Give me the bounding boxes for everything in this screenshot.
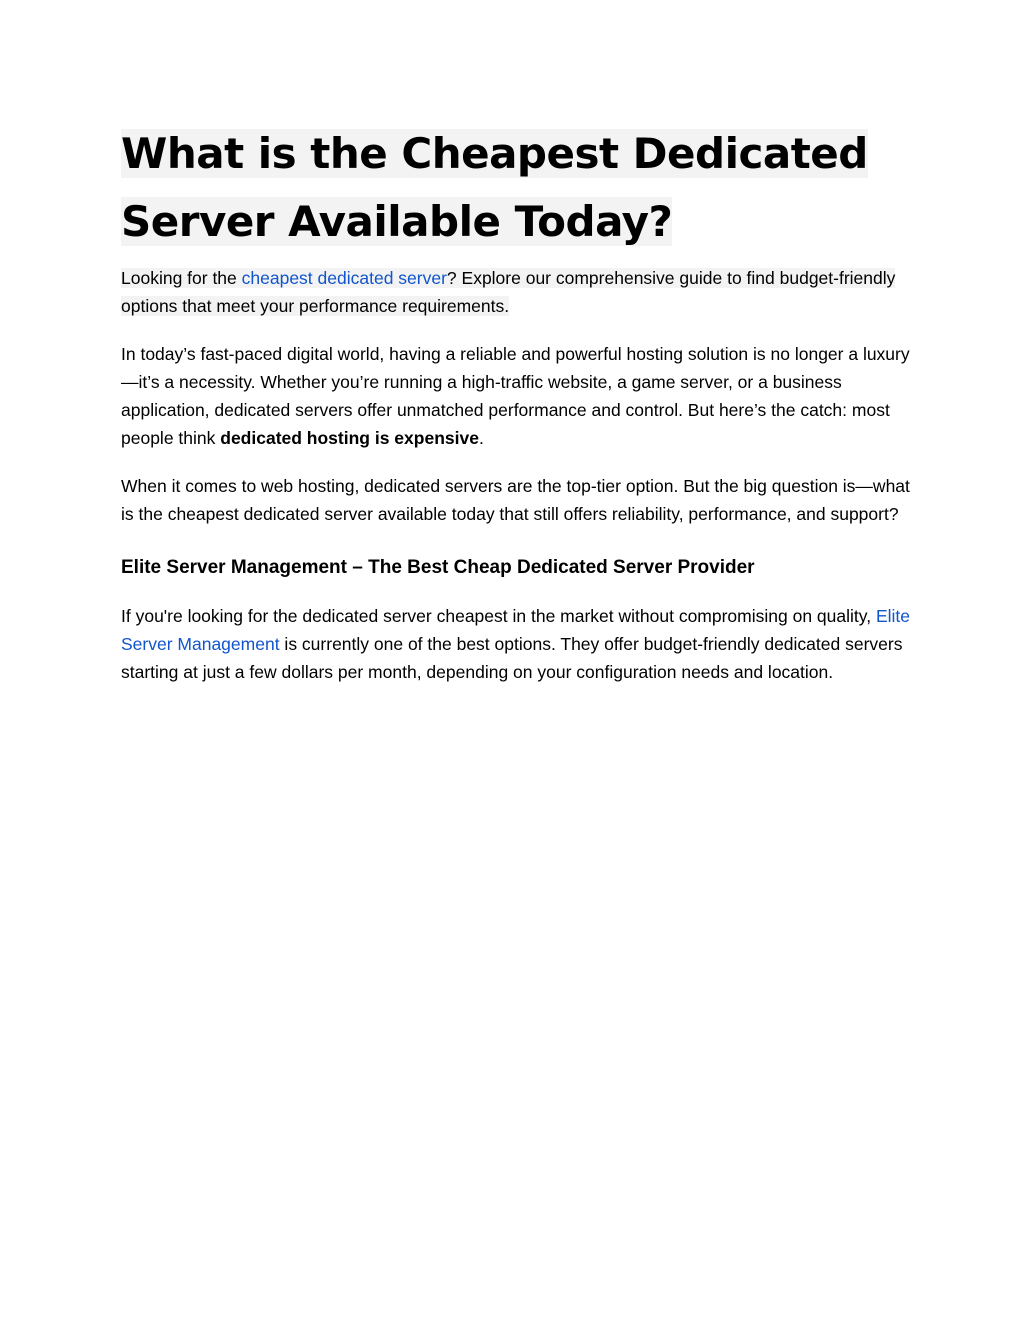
page-title — [121, 120, 911, 256]
section-heading: Elite Server Management – The Best Cheap Dedicated Server Provider — [121, 557, 755, 578]
intro-text-after-link: ? Explore our comprehensive guide to find budget-friendly options that meet your performance requirements. — [121, 268, 896, 316]
body-paragraph-2: When it comes to web hosting, dedicated servers are the top-tier option. But the big question is—what is the cheapest dedicated server available today that still offers reliability, performance, and support? — [121, 476, 910, 524]
document-page — [121, 120, 911, 686]
intro-text-before-link: Looking for the — [121, 268, 242, 288]
elite-server-management-link[interactable]: Elite Server Management — [121, 606, 910, 654]
paragraph-3-text-before-link: If you're looking for the dedicated server cheapest in the market without compromising on quality, — [121, 606, 876, 626]
paragraph-3-text-after-link: is currently one of the best options. They offer budget-friendly dedicated servers starting at just a few dollars per month, depending on your configuration needs and location. — [121, 634, 903, 682]
intro-paragraph — [121, 264, 911, 320]
paragraph-1-bold-text: dedicated hosting is expensive — [220, 428, 479, 448]
body-paragraph-3 — [121, 602, 911, 686]
body-paragraph-1 — [121, 340, 911, 452]
title-line-1: What is the Cheapest Dedicated — [121, 129, 868, 178]
title-line-2: Server Available Today? — [121, 197, 673, 246]
intro-highlight — [121, 268, 895, 316]
cheapest-dedicated-server-link[interactable]: cheapest dedicated server — [241, 268, 447, 288]
paragraph-1-end: . — [478, 428, 484, 448]
paragraph-1-text: In today’s fast-paced digital world, having a reliable and powerful hosting solution is no longer a luxury—it’s a necessity. Whether you’re running a high-traffic website, a game server, or a business application, dedicated servers offer unmatched performance and control. But here’s the catch: most people think — [121, 344, 910, 448]
